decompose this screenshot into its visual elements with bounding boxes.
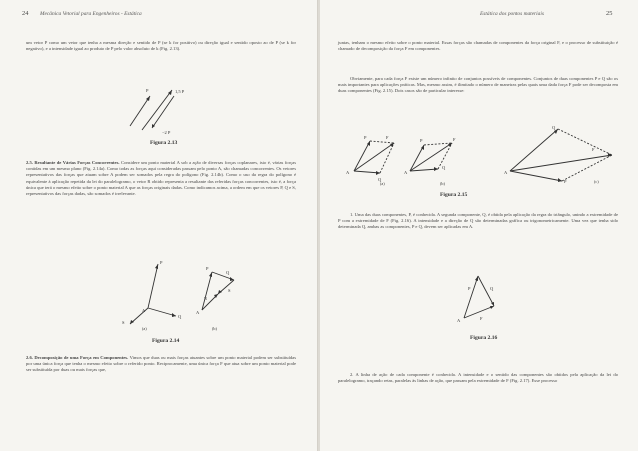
- fig14a-label-p: P: [160, 260, 163, 265]
- fig15c-label-q: Q: [552, 125, 556, 130]
- fig14a-label-s: S: [122, 320, 125, 325]
- page-number-left: 24: [22, 10, 29, 17]
- figure-2-13: [120, 82, 210, 137]
- fig15c-label-f: F: [592, 147, 595, 152]
- section-2-5-heading: 2.5. Resultante de Várias Forças Concorrentes.: [26, 160, 120, 165]
- left-page: [0, 0, 318, 451]
- caption-fig-2-13: Figura 2.13: [150, 140, 178, 146]
- figure-2-14: [100, 252, 250, 334]
- fig14b-label-a: A: [196, 310, 200, 315]
- figure-2-16: [450, 266, 520, 330]
- page-number-right: 25: [606, 10, 613, 17]
- fig15a-label-q: Q: [378, 177, 382, 182]
- fig14b-label-p: P: [206, 266, 209, 271]
- fig16-label-q: Q: [490, 286, 494, 291]
- fig16-label-p: P: [468, 286, 471, 291]
- fig14a-label-a: A: [142, 308, 146, 313]
- fig15a-label-p: P: [364, 135, 367, 140]
- fig15b-label-f: F: [453, 137, 456, 142]
- right-paragraph-3: 1. Uma das duas componentes, P, é conhecida. A segunda componente, Q, é obtida pela aplicação da regra do triângulo, unindo a extremidade de P com a extremidade de F (Fig. 2.16). A intensidade e a direção de Q são determinadas gráfica ou trigonometricamente. Uma vez que tenha sido determinada Q, ambas as componentes, P e Q, devem ser aplicadas em A.: [338, 212, 618, 230]
- caption-fig-2-14: Figura 2.14: [152, 338, 180, 344]
- fig15a-label-f: F: [386, 135, 389, 140]
- section-2-5-text: Considere um ponto material A sob a ação de diversas forças coplanares, isto é, várias forças contidas em um mesmo plano (Fig. 2.14a). Como todas as forças aqui consideradas passam pelo ponto A, são chamadas concorrentes. Os vetores representativos das forças que atuam sobre A podem ser somados pela regra do polígono (Fig. 2.14b). Como o uso da regra do polígono é equivalente à aplicação repetida da lei do paralelogramo, o vetor R obtido representa a resultante das referidas forças concorrentes, isto é, a força única que terá o mesmo efeito sobre o ponto material A que as forças originais dadas. Como indicamos acima, a ordem em que os vetores P, Q e S, representativos das forças dadas, são somados é irrelevante.: [26, 160, 297, 197]
- fig14b-label-r: R: [204, 296, 208, 301]
- fig15-sublabel-c: (c): [594, 179, 599, 184]
- fig15c-label-p: P: [564, 179, 567, 184]
- fig14b-label-q: Q: [226, 270, 230, 275]
- section-2-6-text: Vimos que duas ou mais forças atuantes sobre um ponto material podem ser substituídas por uma única força que tenha o mesmo efeito sobre o referido ponto. Reciprocamente, uma única força F que atua sobre um ponto material pode ser substituída por duas ou mais forças que,: [26, 355, 296, 373]
- section-2-6: [26, 355, 296, 374]
- fig13-label-minus2p: −2 P: [162, 130, 171, 135]
- fig15-sublabel-b: (b): [440, 181, 445, 186]
- fig14a-label-q: Q: [178, 314, 182, 319]
- fig13-label-p: P: [146, 88, 149, 93]
- fig16-label-f: F: [480, 316, 483, 321]
- fig14-sublabel-a: (a): [142, 326, 147, 331]
- fig15b-label-a: A: [404, 170, 408, 175]
- right-paragraph-2: Obviamente, para cada força F existe um número infinito de conjuntos possíveis de componentes. Conjuntos de duas componentes P e Q são os mais importantes para aplicações práticas. Mas, mesmo assim, é ilimitado o número de maneiras pelas quais uma dada força F pode ser decomposta em duas componentes (Fig. 2.15). Dois casos são de particular interesse:: [338, 76, 618, 94]
- fig15a-label-a: A: [346, 170, 350, 175]
- section-2-5: [26, 160, 296, 197]
- right-paragraph-1: juntas, tenham o mesmo efeito sobre o ponto material. Essas forças são chamadas de componentes da força original F, e o processo de substituição é chamado de decomposição da força F em componentes.: [338, 40, 618, 52]
- fig14b-label-s: S: [228, 288, 231, 293]
- caption-fig-2-15: Figura 2.15: [440, 192, 468, 198]
- right-paragraph-4: 2. A linha de ação de cada componente é conhecida. A intensidade e o sentido das componentes são obtidos pela aplicação da lei do paralelogramo, traçando retas, paralelas às linhas de ação, que passam pela extremidade de F (Fig. 2.17). Esse processo: [338, 372, 618, 384]
- fig15b-label-p: P: [420, 138, 423, 143]
- figure-2-15: [340, 125, 620, 187]
- fig15c-label-a: A: [504, 170, 508, 175]
- fig15-sublabel-a: (a): [380, 181, 385, 186]
- intro-paragraph: um vetor P como um vetor que tenha a mesma direção e sentido de P (se k for positivo) ou direção igual e sentido oposto ao de P (se k for negativo), e a intensidade igual ao produto de P pelo valor absoluto de k (Fig. 2.13).: [26, 40, 296, 52]
- section-2-6-heading: 2.6. Decomposição de uma Força em Componentes.: [26, 355, 129, 360]
- fig16-label-a: A: [457, 318, 461, 323]
- right-page: [320, 0, 638, 451]
- fig13-label-15p: 1,5 P: [175, 89, 185, 94]
- running-head-left: Mecânica Vetorial para Engenheiros - Estática: [40, 11, 142, 17]
- fig14-sublabel-b: (b): [212, 326, 217, 331]
- fig15b-label-q: Q: [442, 165, 446, 170]
- caption-fig-2-16: Figura 2.16: [470, 335, 498, 341]
- running-head-right: Estática dos pontos materiais: [480, 11, 544, 17]
